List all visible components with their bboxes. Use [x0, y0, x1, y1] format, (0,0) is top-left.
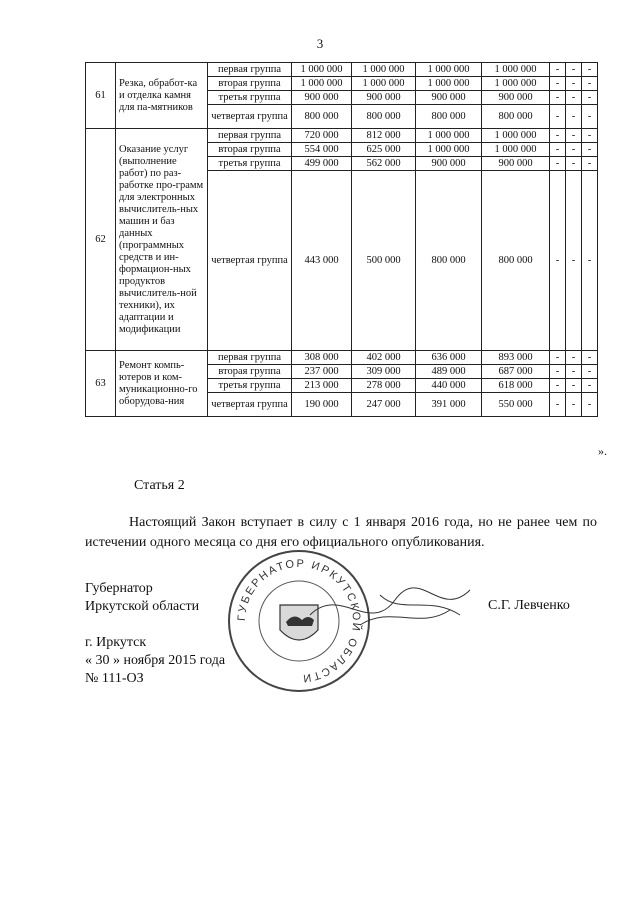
dash-cell: -	[550, 105, 566, 129]
dash-cell: -	[566, 393, 582, 417]
dash-cell: -	[550, 77, 566, 91]
value-cell: 893 000	[482, 351, 550, 365]
tariff-table	[85, 62, 598, 417]
group-cell: третья группа	[208, 379, 292, 393]
row-number: 61	[86, 63, 116, 129]
value-cell: 402 000	[352, 351, 416, 365]
value-cell: 900 000	[292, 91, 352, 105]
value-cell: 800 000	[482, 171, 550, 351]
value-cell: 500 000	[352, 171, 416, 351]
group-cell: вторая группа	[208, 365, 292, 379]
handwritten-signature	[300, 575, 480, 645]
dash-cell: -	[550, 63, 566, 77]
service-name: Резка, обработ-ка и отделка камня для па-мятников	[116, 63, 208, 129]
closing-quote: ».	[598, 444, 607, 458]
table-row	[86, 351, 598, 365]
value-cell: 1 000 000	[352, 63, 416, 77]
value-cell: 800 000	[416, 105, 482, 129]
signature-place-date	[85, 634, 225, 688]
value-cell: 554 000	[292, 143, 352, 157]
dash-cell: -	[566, 157, 582, 171]
dash-cell: -	[566, 365, 582, 379]
value-cell: 237 000	[292, 365, 352, 379]
dash-cell: -	[582, 351, 598, 365]
dash-cell: -	[566, 379, 582, 393]
article-text: Настоящий Закон вступает в силу с 1 января 2016 года, но не ранее чем по истечении одного месяца со дня его официального опубликования.	[85, 515, 597, 550]
dash-cell: -	[566, 91, 582, 105]
value-cell: 900 000	[482, 91, 550, 105]
value-cell: 247 000	[352, 393, 416, 417]
value-cell: 213 000	[292, 379, 352, 393]
dash-cell: -	[566, 351, 582, 365]
page-number: 3	[316, 36, 324, 51]
value-cell: 440 000	[416, 379, 482, 393]
value-cell: 278 000	[352, 379, 416, 393]
value-cell: 562 000	[352, 157, 416, 171]
value-cell: 391 000	[416, 393, 482, 417]
dash-cell: -	[582, 105, 598, 129]
value-cell: 687 000	[482, 365, 550, 379]
service-name: Оказание услуг (выполнение работ) по раз-работке про-грамм для электронных вычислитель-ных машин и баз данных (программных средств и ин-формацион-ных продуктов вычислитель-ной техники), их адаптации и модификации	[116, 129, 208, 351]
date-line: « 30 » ноября 2015 года	[85, 653, 226, 668]
dash-cell: -	[566, 143, 582, 157]
group-cell: первая группа	[208, 63, 292, 77]
dash-cell: -	[582, 143, 598, 157]
value-cell: 499 000	[292, 157, 352, 171]
value-cell: 720 000	[292, 129, 352, 143]
table-row	[86, 63, 598, 77]
dash-cell: -	[566, 63, 582, 77]
dash-cell: -	[582, 129, 598, 143]
service-name: Ремонт компь-ютеров и ком-муникационно-го оборудова-ния	[116, 351, 208, 417]
dash-cell: -	[582, 63, 598, 77]
value-cell: 625 000	[352, 143, 416, 157]
value-cell: 800 000	[416, 171, 482, 351]
group-cell: вторая группа	[208, 77, 292, 91]
value-cell: 812 000	[352, 129, 416, 143]
dash-cell: -	[566, 171, 582, 351]
governor-title-line2: Иркутской области	[85, 599, 200, 614]
value-cell: 800 000	[292, 105, 352, 129]
group-cell: четвертая группа	[208, 393, 292, 417]
law-number: № 111-ОЗ	[85, 671, 144, 686]
value-cell: 1 000 000	[292, 63, 352, 77]
group-cell: третья группа	[208, 91, 292, 105]
value-cell: 1 000 000	[416, 77, 482, 91]
dash-cell: -	[550, 129, 566, 143]
group-cell: первая группа	[208, 351, 292, 365]
dash-cell: -	[566, 105, 582, 129]
value-cell: 1 000 000	[482, 143, 550, 157]
row-number: 63	[86, 351, 116, 417]
dash-cell: -	[550, 351, 566, 365]
value-cell: 308 000	[292, 351, 352, 365]
signer-name: С.Г. Левченко	[488, 598, 570, 613]
value-cell: 1 000 000	[482, 63, 550, 77]
value-cell: 550 000	[482, 393, 550, 417]
group-cell: третья группа	[208, 157, 292, 171]
dash-cell: -	[582, 77, 598, 91]
table-row	[86, 129, 598, 143]
value-cell: 489 000	[416, 365, 482, 379]
group-cell: вторая группа	[208, 143, 292, 157]
dash-cell: -	[550, 171, 566, 351]
value-cell: 1 000 000	[482, 77, 550, 91]
dash-cell: -	[566, 77, 582, 91]
dash-cell: -	[566, 129, 582, 143]
value-cell: 1 000 000	[416, 129, 482, 143]
dash-cell: -	[582, 171, 598, 351]
group-cell: первая группа	[208, 129, 292, 143]
value-cell: 636 000	[416, 351, 482, 365]
row-number: 62	[86, 129, 116, 351]
governor-title-line1: Губернатор	[85, 581, 153, 596]
value-cell: 800 000	[352, 105, 416, 129]
value-cell: 1 000 000	[416, 63, 482, 77]
dash-cell: -	[582, 157, 598, 171]
value-cell: 900 000	[352, 91, 416, 105]
value-cell: 309 000	[352, 365, 416, 379]
dash-cell: -	[550, 91, 566, 105]
value-cell: 618 000	[482, 379, 550, 393]
dash-cell: -	[582, 379, 598, 393]
city: г. Иркутск	[85, 635, 147, 650]
group-cell: четвертая группа	[208, 171, 292, 351]
dash-cell: -	[550, 393, 566, 417]
value-cell: 1 000 000	[482, 129, 550, 143]
dash-cell: -	[582, 393, 598, 417]
value-cell: 1 000 000	[352, 77, 416, 91]
value-cell: 900 000	[416, 157, 482, 171]
value-cell: 1 000 000	[416, 143, 482, 157]
value-cell: 1 000 000	[292, 77, 352, 91]
governor-title	[85, 580, 199, 616]
value-cell: 800 000	[482, 105, 550, 129]
value-cell: 900 000	[416, 91, 482, 105]
value-cell: 443 000	[292, 171, 352, 351]
dash-cell: -	[550, 379, 566, 393]
article-heading: Статья 2	[134, 478, 185, 493]
value-cell: 190 000	[292, 393, 352, 417]
dash-cell: -	[550, 143, 566, 157]
dash-cell: -	[550, 157, 566, 171]
group-cell: четвертая группа	[208, 105, 292, 129]
dash-cell: -	[582, 365, 598, 379]
seal-text: ГУБЕРНАТОР ИРКУТСКОЙ ОБЛАСТИ	[235, 557, 363, 685]
dash-cell: -	[582, 91, 598, 105]
dash-cell: -	[550, 365, 566, 379]
value-cell: 900 000	[482, 157, 550, 171]
